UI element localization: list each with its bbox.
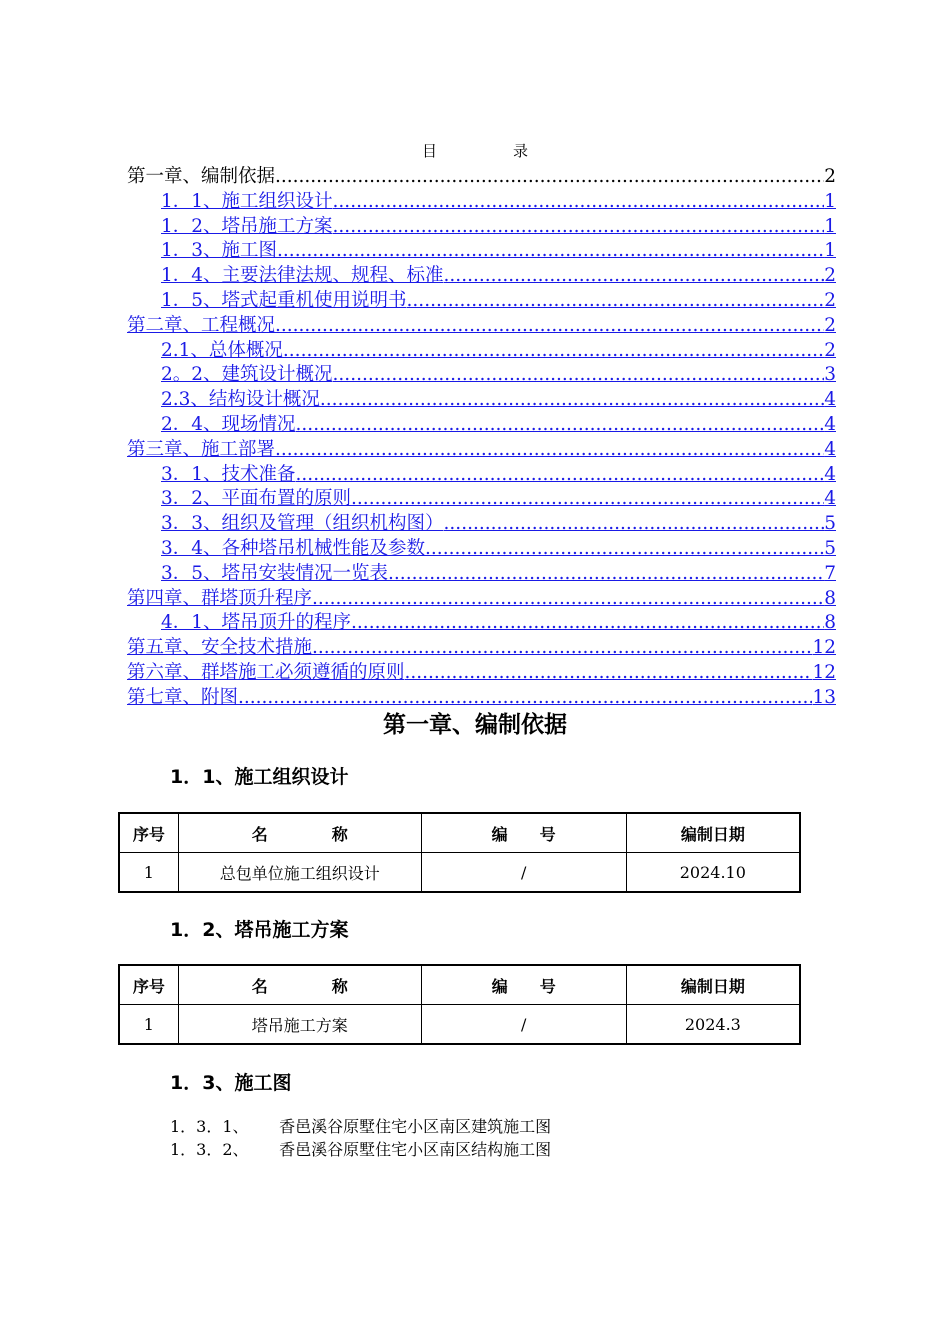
header-code: 编 号 xyxy=(421,813,626,853)
toc-entry-page: 12 xyxy=(812,661,836,683)
toc-leader-dots xyxy=(351,612,824,633)
toc-leader-dots xyxy=(333,364,825,385)
toc-entry-page: 4 xyxy=(824,438,836,460)
toc-entry-text: 第一章、编制依据 xyxy=(127,166,276,187)
cell-code: / xyxy=(421,853,626,893)
toc-entry[interactable] xyxy=(127,633,836,658)
toc-entry[interactable] xyxy=(127,212,836,237)
toc-leader-dots xyxy=(444,513,825,534)
toc-entry-page: 4 xyxy=(824,389,836,411)
toc-entry-text: 3．5、塔吊安装情况一览表 xyxy=(161,562,389,584)
toc-entry[interactable] xyxy=(127,336,836,361)
toc-entry[interactable] xyxy=(127,236,836,261)
table-of-contents xyxy=(127,162,836,708)
cell-date: 2024.10 xyxy=(626,853,800,893)
toc-entry-page: 2 xyxy=(824,166,836,187)
toc-entry-page: 1 xyxy=(824,240,836,262)
toc-leader-dots xyxy=(283,340,824,361)
toc-leader-dots xyxy=(296,414,825,435)
cell-code: / xyxy=(421,1005,626,1045)
toc-entry-page: 5 xyxy=(824,537,836,559)
cell-name: 塔吊施工方案 xyxy=(178,1005,421,1045)
toc-entry-text: 第五章、安全技术措施 xyxy=(127,637,313,659)
toc-entry-page: 1 xyxy=(824,190,836,212)
toc-leader-dots xyxy=(407,290,825,311)
toc-entry[interactable] xyxy=(127,658,836,683)
toc-entry-page: 12 xyxy=(812,637,836,659)
toc-entry xyxy=(127,162,836,187)
toc-entry[interactable] xyxy=(127,683,836,708)
header-name: 名 称 xyxy=(178,813,421,853)
toc-entry-text: 3．3、组织及管理（组织机构图） xyxy=(161,513,444,535)
toc-leader-dots xyxy=(275,439,824,460)
table-row xyxy=(119,853,800,893)
toc-entry-text: 1．4、主要法律法规、规程、标准 xyxy=(161,265,444,287)
toc-leader-dots xyxy=(312,637,812,658)
header-name: 名 称 xyxy=(178,965,421,1005)
toc-entry-text: 1．1、施工组织设计 xyxy=(161,190,333,212)
toc-entry-text: 4．1、塔吊顶升的程序 xyxy=(161,612,352,634)
toc-entry-page: 4 xyxy=(824,413,836,435)
list-item-text: 香邑溪谷原墅住宅小区南区结构施工图 xyxy=(279,1140,552,1159)
toc-entry-text: 1．2、塔吊施工方案 xyxy=(161,215,333,237)
toc-entry[interactable] xyxy=(127,534,836,559)
toc-entry-text: 第四章、群塔顶升程序 xyxy=(127,587,313,609)
list-item-number: 1．3．1、 xyxy=(170,1117,249,1136)
section-heading-1-2: 1．2、塔吊施工方案 xyxy=(170,919,349,941)
toc-entry-page: 5 xyxy=(824,513,836,535)
toc-entry-text: 3．2、平面布置的原则 xyxy=(161,488,352,510)
toc-entry-text: 2.1、总体概况 xyxy=(161,339,283,361)
toc-entry[interactable] xyxy=(127,385,836,410)
toc-entry-text: 1．5、塔式起重机使用说明书 xyxy=(161,289,407,311)
drawing-list xyxy=(170,1114,551,1160)
toc-entry[interactable] xyxy=(127,187,836,212)
toc-entry-page: 3 xyxy=(824,364,836,386)
toc-leader-dots xyxy=(405,662,813,683)
toc-entry[interactable] xyxy=(127,608,836,633)
toc-entry-text: 第七章、附图 xyxy=(127,686,239,708)
header-index: 序号 xyxy=(119,813,178,853)
header-index: 序号 xyxy=(119,965,178,1005)
toc-entry-text: 第三章、施工部署 xyxy=(127,438,276,460)
toc-entry[interactable] xyxy=(127,584,836,609)
toc-entry-page: 4 xyxy=(824,463,836,485)
toc-entry[interactable] xyxy=(127,460,836,485)
toc-leader-dots xyxy=(333,191,825,212)
chapter-title: 第一章、编制依据 xyxy=(383,712,567,738)
table-construction-design xyxy=(118,812,801,893)
toc-entry-page: 1 xyxy=(824,215,836,237)
toc-leader-dots xyxy=(277,240,824,261)
toc-entry[interactable] xyxy=(127,484,836,509)
cell-date: 2024.3 xyxy=(626,1005,800,1045)
toc-leader-dots xyxy=(333,216,825,237)
toc-entry-page: 2 xyxy=(824,314,836,336)
toc-entry[interactable] xyxy=(127,261,836,286)
list-item xyxy=(170,1114,551,1137)
toc-entry[interactable] xyxy=(127,559,836,584)
toc-entry-page: 2 xyxy=(824,265,836,287)
toc-entry-text: 2.3、结构设计概况 xyxy=(161,389,320,411)
toc-entry-page: 13 xyxy=(812,686,836,708)
toc-entry-text: 第二章、工程概况 xyxy=(127,314,276,336)
toc-entry[interactable] xyxy=(127,286,836,311)
cell-name: 总包单位施工组织设计 xyxy=(178,853,421,893)
section-heading-1-3: 1．3、施工图 xyxy=(170,1072,292,1094)
toc-leader-dots xyxy=(296,464,825,485)
toc-entry[interactable] xyxy=(127,360,836,385)
toc-entry[interactable] xyxy=(127,311,836,336)
table-header-row xyxy=(119,813,800,853)
toc-leader-dots xyxy=(351,488,824,509)
toc-leader-dots xyxy=(275,166,824,187)
toc-entry-text: 2。2、建筑设计概况 xyxy=(161,364,333,386)
toc-leader-dots xyxy=(444,265,825,286)
header-date: 编制日期 xyxy=(626,813,800,853)
header-code: 编 号 xyxy=(421,965,626,1005)
toc-title xyxy=(0,140,950,161)
table-tower-crane-plan xyxy=(118,964,801,1045)
toc-entry[interactable] xyxy=(127,509,836,534)
toc-entry-text: 2．4、现场情况 xyxy=(161,413,296,435)
toc-entry-page: 8 xyxy=(824,587,836,609)
list-item-number: 1．3．2、 xyxy=(170,1140,249,1159)
toc-entry-page: 7 xyxy=(824,562,836,584)
toc-leader-dots xyxy=(320,389,824,410)
toc-entry-page: 2 xyxy=(824,289,836,311)
toc-leader-dots xyxy=(388,563,824,584)
toc-entry-text: 第六章、群塔施工必须遵循的原则 xyxy=(127,661,405,683)
toc-leader-dots xyxy=(238,687,812,708)
cell-index: 1 xyxy=(119,1005,178,1045)
toc-entry[interactable] xyxy=(127,410,836,435)
list-item-text: 香邑溪谷原墅住宅小区南区建筑施工图 xyxy=(279,1117,552,1136)
toc-entry-page: 2 xyxy=(824,339,836,361)
header-date: 编制日期 xyxy=(626,965,800,1005)
toc-entry[interactable] xyxy=(127,435,836,460)
toc-entry-text: 3．1、技术准备 xyxy=(161,463,296,485)
toc-entry-text: 1．3、施工图 xyxy=(161,240,278,262)
cell-index: 1 xyxy=(119,853,178,893)
toc-leader-dots xyxy=(312,588,824,609)
toc-entry-text: 3．4、各种塔吊机械性能及参数 xyxy=(161,537,426,559)
table-header-row xyxy=(119,965,800,1005)
toc-title-right: 录 xyxy=(513,142,529,160)
toc-leader-dots xyxy=(275,315,824,336)
table-row xyxy=(119,1005,800,1045)
toc-entry-page: 8 xyxy=(824,612,836,634)
toc-entry-page: 4 xyxy=(824,488,836,510)
list-item xyxy=(170,1137,551,1160)
toc-leader-dots xyxy=(425,538,824,559)
toc-title-left: 目 xyxy=(421,142,437,160)
section-heading-1-1: 1．1、施工组织设计 xyxy=(170,766,349,788)
